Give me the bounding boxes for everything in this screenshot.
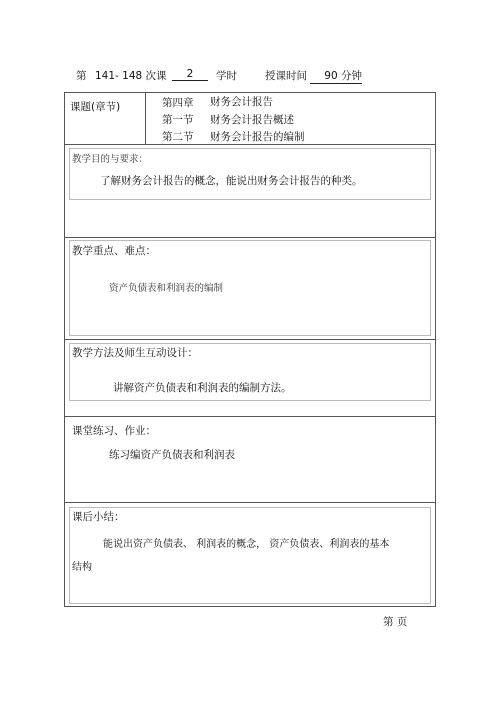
summary-line-2: 结构 — [72, 562, 92, 573]
objectives-label: 教学目的与要求： — [72, 154, 149, 165]
chapter-num-2: 第一节 — [162, 114, 194, 126]
chapter-label: 课题(章节) — [70, 101, 121, 113]
duration-field — [310, 68, 362, 84]
summary-label: 课后小结： — [72, 511, 125, 523]
objectives-row — [65, 145, 435, 238]
exercises-content: 练习编资产负债表和利润表 — [109, 449, 235, 461]
chapter-title-1: 财务会计报告 — [210, 96, 273, 108]
chapter-num-3: 第二节 — [162, 131, 194, 143]
chapter-num-1: 第四章 — [162, 97, 194, 109]
hours-field — [172, 68, 208, 81]
keypoints-row — [65, 238, 435, 340]
lesson-plan-table — [64, 92, 436, 607]
exercises-row — [65, 417, 435, 503]
keypoints-label: 教学重点、难点： — [72, 245, 156, 257]
chapter-title-2: 财务会计报告概述 — [210, 114, 294, 126]
header-prefix: 第 — [76, 70, 87, 82]
duration-value: 90 分钟 — [324, 70, 362, 82]
chapter-divider — [145, 93, 146, 144]
hours-value: 2 — [186, 68, 194, 80]
chapter-row — [65, 93, 435, 145]
methods-label: 教学方法及师生互动设计： — [72, 347, 198, 359]
exercises-label: 课堂练习、作业： — [72, 425, 156, 437]
lesson-header — [0, 68, 504, 84]
page-number: 第 页 — [383, 616, 408, 628]
methods-content: 讲解资产负债表和利润表的编制方法。 — [113, 382, 292, 394]
summary-line-1: 能说出资产负债表、 利润表的概念， 资产负债表、利润表的基本 — [103, 539, 390, 550]
keypoints-content: 资产负债表和利润表的编制 — [109, 283, 224, 294]
session-range: 141- 148 次课 — [95, 70, 167, 82]
hours-unit: 学时 — [216, 70, 237, 82]
duration-label: 授课时间 — [265, 70, 307, 82]
objectives-content: 了解财务会计报告的概念，能说出财务会计报告的种类。 — [100, 175, 363, 187]
methods-row — [65, 340, 435, 417]
summary-row — [65, 503, 435, 606]
chapter-title-3: 财务会计报告的编制 — [210, 131, 305, 143]
